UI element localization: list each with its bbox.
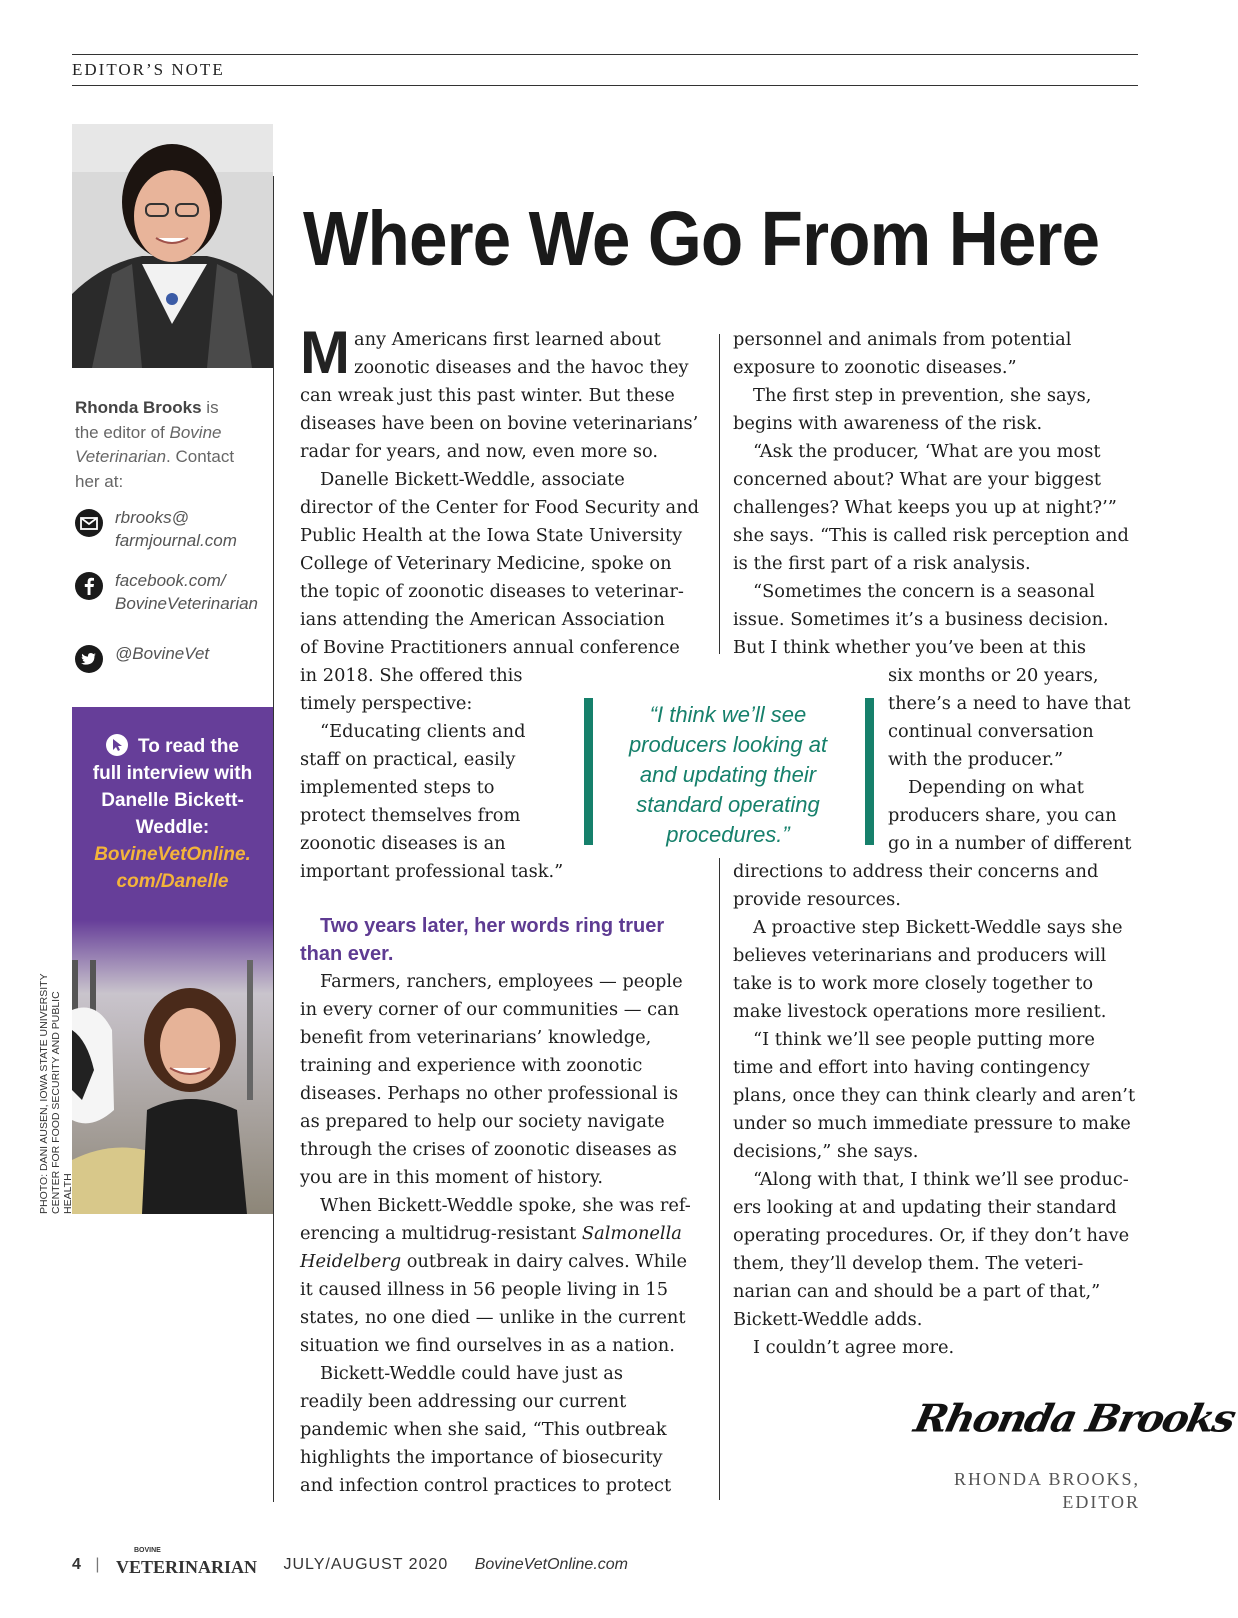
article-column-1 — [300, 319, 705, 1500]
body-line: with the producer.” — [888, 749, 1064, 770]
pull-quote-line: standard operating — [636, 792, 820, 817]
bio-text: is — [201, 398, 219, 417]
interview-link[interactable] — [78, 841, 267, 895]
page-number: 4 — [72, 1556, 81, 1574]
body-line: issue. Sometimes it’s a business decision. — [733, 609, 1109, 630]
editor-name: Rhonda Brooks — [75, 398, 202, 417]
body-line: staff on practical, easily — [300, 749, 516, 770]
italic-term: Heidelberg — [300, 1251, 402, 1272]
body-line: producers share, you can — [888, 805, 1117, 826]
body-line: Farmers, ranchers, employees — people — [320, 971, 683, 992]
drop-cap: M — [300, 319, 350, 386]
pull-quote — [584, 698, 874, 845]
facebook-link[interactable]: BovineVeterinarian — [115, 594, 259, 613]
interview-photo — [72, 920, 273, 1214]
pull-quote-line: and updating their — [639, 762, 817, 787]
body-line: in 2018. She offered this — [300, 665, 523, 686]
body-line: through the crises of zoonotic diseases as — [300, 1139, 677, 1160]
interview-link-part[interactable]: com/Danelle — [116, 871, 229, 892]
editor-bio — [75, 396, 265, 494]
body-line: protect themselves from — [300, 805, 521, 826]
body-line: Public Health at the Iowa State University — [300, 525, 683, 546]
signer-line: RHONDA BROOKS, — [953, 1469, 1140, 1489]
photo-credit — [38, 954, 74, 1214]
pull-quote-line: procedures.” — [666, 822, 790, 847]
body-line: make livestock operations more resilient. — [733, 1001, 1107, 1022]
body-line: important professional task.” — [300, 861, 564, 882]
body-line: “Ask the producer, ‘What are you most — [753, 441, 1101, 462]
top-rule — [72, 54, 1138, 55]
promo-text: To read the — [138, 736, 239, 757]
body-line: narian can and should be a part of that,” — [733, 1281, 1101, 1302]
promo-text: Weddle: — [135, 817, 210, 838]
body-line: director of the Center for Food Security and — [300, 497, 699, 518]
facebook-link[interactable]: facebook.com/ — [115, 571, 226, 590]
body-line: A proactive step Bickett-Weddle says she — [753, 917, 1123, 938]
body-line: states, no one died — unlike in the current — [300, 1307, 686, 1328]
issue-date: JULY/AUGUST 2020 — [283, 1556, 449, 1574]
body-line: pandemic when she said, “This outbreak — [300, 1419, 667, 1440]
body-line: operating procedures. Or, if they don’t have — [733, 1225, 1130, 1246]
body-line: Danelle Bickett-Weddle, associate — [320, 469, 625, 490]
body-line: College of Veterinary Medicine, spoke on — [300, 553, 672, 574]
photo-credit-line: PHOTO: DANI AUSEN, IOWA STATE UNIVERSITY — [38, 973, 50, 1214]
sidebar-divider — [273, 176, 274, 1502]
signer-name — [890, 1468, 1140, 1514]
body-line: provide resources. — [733, 889, 901, 910]
twitter-link[interactable]: @BovineVet — [115, 644, 210, 663]
body-line: “Along with that, I think we’ll see produc- — [753, 1169, 1129, 1190]
body-line: continual conversation — [888, 721, 1094, 742]
photo-credit-line: CENTER FOR FOOD SECURITY AND PUBLIC HEALTH — [50, 991, 74, 1214]
body-line: outbreak in dairy calves. While — [401, 1251, 688, 1272]
body-line: plans, once they can think clearly and aren’t — [733, 1085, 1136, 1106]
body-line: Bickett-Weddle could have just as — [320, 1363, 624, 1384]
body-line: challenges? What keeps you up at night?’” — [733, 497, 1117, 518]
column-divider — [719, 858, 720, 1500]
body-line: personnel and animals from potential — [733, 329, 1072, 350]
body-line: zoonotic diseases and the havoc they — [353, 357, 689, 378]
body-line: situation we find ourselves in as a nation. — [300, 1335, 675, 1356]
body-line: ers looking at and updating their standard — [733, 1197, 1117, 1218]
body-line: directions to address their concerns and — [733, 861, 1099, 882]
author-photo — [72, 124, 273, 368]
body-line: radar for years, and now, even more so. — [300, 441, 659, 462]
body-line: take is to work more closely together to — [733, 973, 1094, 994]
bio-text: the editor of — [75, 422, 170, 442]
body-line: The first step in prevention, she says, — [753, 385, 1092, 406]
body-line: “Sometimes the concern is a seasonal — [753, 581, 1095, 602]
logo-small-text: BOVINE — [133, 1547, 161, 1554]
pull-quote-line: producers looking at — [628, 732, 828, 757]
body-line: go in a number of different — [888, 833, 1132, 854]
body-line: any Americans first learned about — [353, 329, 661, 350]
body-line: and infection control practices to protect — [300, 1475, 672, 1496]
subhead-line: Two years later, her words ring truer — [320, 915, 665, 937]
promo-text: full interview with — [92, 763, 253, 784]
body-line: diseases. Perhaps no other professional is — [300, 1083, 679, 1104]
email-link[interactable]: farmjournal.com — [115, 531, 237, 550]
body-line: implemented steps to — [300, 777, 495, 798]
body-line: them, they’ll develop them. The veteri- — [733, 1253, 1084, 1274]
twitter-icon — [75, 645, 103, 673]
body-line: exposure to zoonotic diseases.” — [733, 357, 1017, 378]
website-link[interactable]: BovineVetOnline.com — [474, 1556, 628, 1574]
publication-name: Veterinarian — [75, 447, 167, 466]
body-line: readily been addressing our current — [300, 1391, 627, 1412]
body-line: But I think whether you’ve been at this — [733, 637, 1087, 658]
body-line: I couldn’t agree more. — [753, 1337, 955, 1358]
facebook-contact[interactable] — [75, 569, 270, 619]
body-line: as prepared to help our society navigate — [300, 1111, 665, 1132]
italic-term: Salmonella — [581, 1223, 682, 1244]
facebook-icon — [75, 572, 103, 600]
body-line: under so much immediate pressure to make — [733, 1113, 1131, 1134]
body-line: “I think we’ll see people putting more — [753, 1029, 1095, 1050]
body-line: “Educating clients and — [320, 721, 526, 742]
body-line: benefit from veterinarians’ knowledge, — [300, 1027, 652, 1048]
mail-icon — [75, 509, 103, 537]
interview-promo[interactable] — [72, 707, 273, 1214]
column-divider — [719, 334, 720, 654]
email-link[interactable]: rbrooks@ — [115, 508, 189, 527]
body-line: in every corner of our communities — can — [300, 999, 680, 1020]
body-line: When Bickett-Weddle spoke, she was ref- — [320, 1195, 691, 1216]
body-line: is the first part of a risk analysis. — [733, 553, 1031, 574]
signer-title: EDITOR — [1062, 1492, 1140, 1512]
body-line: erencing a multidrug-resistant — [300, 1223, 582, 1244]
body-line: you are in this moment of history. — [300, 1167, 604, 1188]
publication-name: Bovine — [169, 422, 222, 442]
body-line: begins with awareness of the risk. — [733, 413, 1043, 434]
interview-link-part[interactable]: BovineVetOnline. — [94, 844, 251, 865]
body-line: concerned about? What are your biggest — [733, 469, 1101, 490]
body-line: timely perspective: — [300, 693, 473, 714]
body-line: highlights the importance of biosecurity — [300, 1447, 663, 1468]
body-line: six months or 20 years, — [888, 665, 1099, 686]
body-line: time and effort into having contingency — [733, 1057, 1090, 1078]
email-contact[interactable] — [75, 506, 270, 556]
body-line: believes veterinarians and producers will — [733, 945, 1107, 966]
twitter-contact[interactable] — [75, 642, 270, 674]
headline: Where We Go From Here — [303, 196, 1100, 282]
footer-separator: | — [95, 1556, 100, 1574]
body-line: diseases have been on bovine veterinarians’ — [300, 413, 699, 434]
body-line: she says. “This is called risk perception and — [733, 525, 1129, 546]
body-line: of Bovine Practitioners annual conference — [300, 637, 680, 658]
body-line: there’s a need to have that — [888, 693, 1131, 714]
signature — [910, 1395, 1238, 1465]
body-line: training and experience with zoonotic — [300, 1055, 643, 1076]
page-footer — [72, 1547, 628, 1578]
cursor-icon — [106, 734, 128, 756]
promo-text: Danelle Bickett- — [101, 790, 244, 811]
bio-text: her at: — [75, 471, 124, 491]
body-line: it caused illness in 56 people living in 15 — [300, 1279, 669, 1300]
subhead-line: than ever. — [300, 943, 394, 965]
publication-logo — [115, 1547, 257, 1578]
body-line: decisions,” she says. — [733, 1141, 919, 1162]
signature-script: Rhonda Brooks — [910, 1396, 1238, 1441]
body-line: the topic of zoonotic diseases to veterinar- — [300, 581, 684, 602]
body-line: ians attending the American Association — [300, 609, 665, 630]
body-line: Bickett-Weddle adds. — [733, 1309, 923, 1330]
body-line: can wreak just this past winter. But these — [300, 385, 675, 406]
section-label: EDITOR’S NOTE — [72, 60, 225, 79]
bio-text: . Contact — [166, 447, 235, 466]
header-rule — [72, 85, 1138, 86]
body-line: Depending on what — [908, 777, 1084, 798]
body-line: zoonotic diseases is an — [300, 833, 506, 854]
subhead — [300, 912, 705, 968]
logo-text: VETERINARIAN — [115, 1557, 257, 1578]
pull-quote-line: “I think we’ll see — [649, 702, 807, 727]
